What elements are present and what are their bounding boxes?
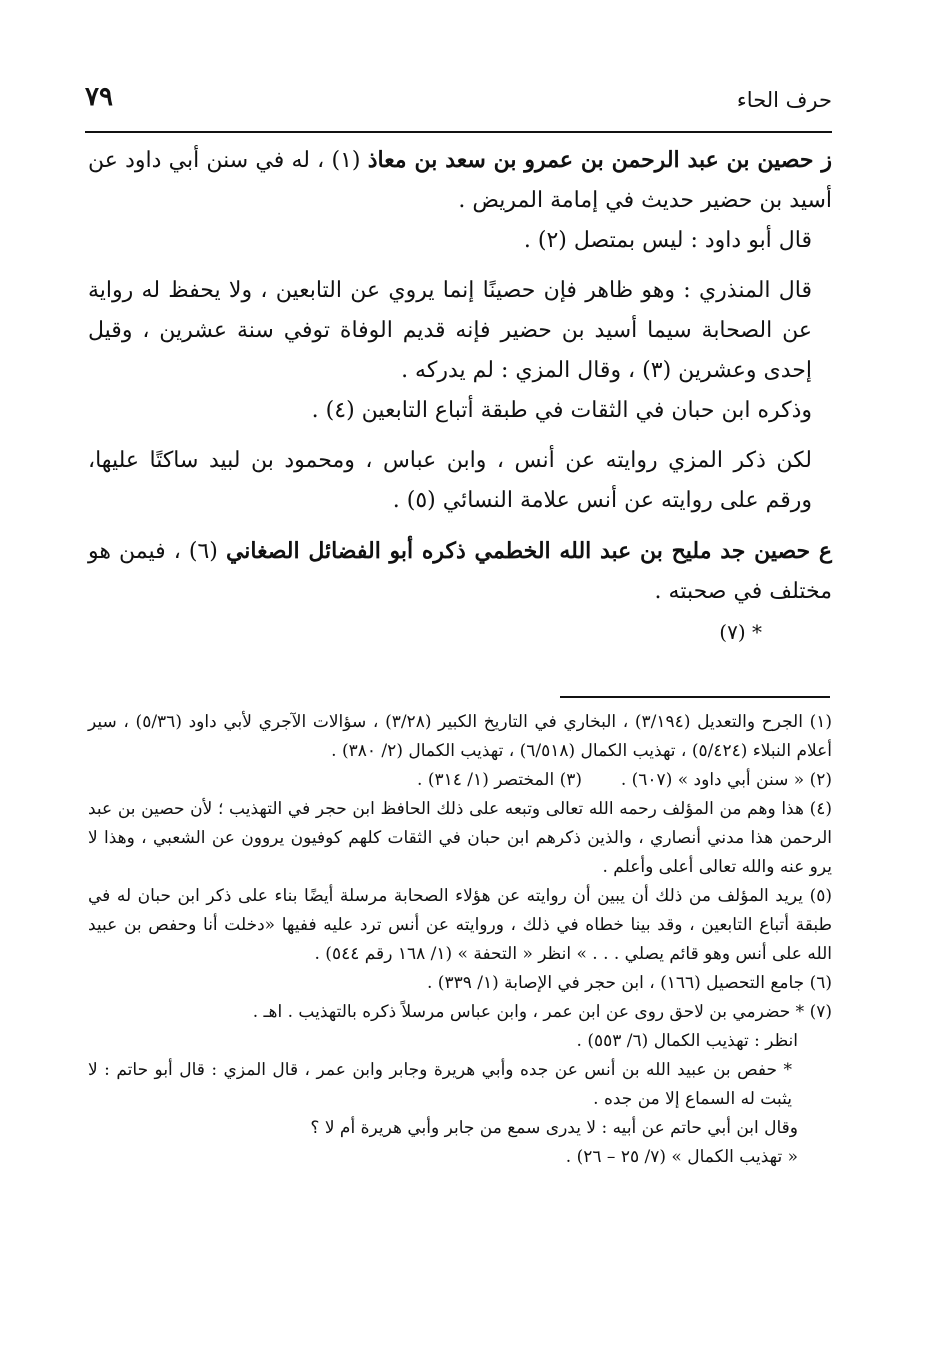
page-header <box>85 82 832 122</box>
page-number: ٧٩ <box>85 82 113 112</box>
header-rule <box>85 131 832 133</box>
paragraph-ibn-hibban: وذكره ابن حبان في الثقات في طبقة أتباع التابعين (٤) . <box>311 398 812 423</box>
footnote-6: (٦) جامع التحصيل (١٦٦) ، ابن حجر في الإصابة (١/ ٣٣٩) . <box>426 973 832 993</box>
entry-text: ، فيمن هو مختلف في صحبته . <box>88 539 832 604</box>
footnote-7-tahdhib: « تهذيب الكمال » (٧/ ٢٥ – ٢٦) . <box>565 1147 798 1167</box>
entry-text: ، له في سنن أبي داود عن أسيد بن حضير حديث في إمامة المريض . <box>88 148 832 213</box>
footnote-rule <box>560 696 830 698</box>
footnotes <box>88 708 832 1172</box>
entry-heading: ع حصين جد مليح بن عبد الله الخطمي ذكره أبو الفضائل الصغاني <box>225 538 832 564</box>
footnote-7-ibn-abi-hatim: وقال ابن أبي حاتم عن أبيه : لا يدرى سمع من جابر وأبي هريرة أم لا ؟ <box>310 1118 798 1138</box>
footnote-1: (١) الجرح والتعديل (٣/١٩٤) ، البخاري في التاريخ الكبير (٣/٢٨) ، سؤالات الآجري لأبي داود (٥/٣٦) ، سير أعلام النبلاء (٥/٤٢٤) ، تهذيب الكمال (٦/٥١٨) ، تهذيب الكمال (٢/ ٣٨٠) . <box>88 712 833 761</box>
paragraph-mundhiri: قال المنذري : وهو ظاهر فإن حصينًا إنما يروي عن التابعين ، ولا يحفظ له رواية عن الصحابة سيما أسيد بن حضير فإنه قديم الوفاة توفي سنة عشرين ، وقيل إحدى وعشرين (٣) ، وقال المزي : لم يدركه . <box>88 278 812 383</box>
footnote-7-hafs: * حفص بن عبيد الله بن أنس عن جده وأبي هريرة وجابر وابن عمر ، قال المزي : قال أبو حاتم : لا يثبت له السماع إلا من جده . <box>88 1060 792 1109</box>
footnote-3: (٣) المختصر (١/ ٣١٤) . <box>417 770 582 790</box>
footnote-row-2-3 <box>88 766 832 795</box>
running-title: حرف الحاء <box>736 88 832 112</box>
paragraph-mizzi: لكن ذكر المزي روايته عن أنس ، وابن عباس ، ومحمود بن لبيد ساكتًا عليها، ورقم على روايته عن أنس علامة النسائي (٥) . <box>88 448 812 513</box>
main-text <box>88 140 832 653</box>
footnote-5: (٥) يريد المؤلف من ذلك أن يبين أن روايته عن هؤلاء الصحابة مرسلة أيضًا بناء على ذكر ابن حبان له في طبقة أتباع التابعين ، وقد بينا خطاه في ذلك ، وروايته عن أنس ترد عليه ففيها «دخلت أنا وحفص بن عبيد الله على أنس وهو قائم يصلي . . . » انظر « التحفة » (١/ ١٦٨ رقم ٥٤٤) . <box>88 886 832 964</box>
footnote-ref: (٦) <box>188 539 218 564</box>
paragraph-abu-dawud: قال أبو داود : ليس بمتصل (٢) . <box>523 228 812 253</box>
footnote-7: (٧) * حضرمي بن لاحق روى عن ابن عمر ، وابن عباس مرسلاً ذكره بالتهذيب . اهـ . <box>252 1002 832 1022</box>
entry-husayn-ibn-abd-al-rahman <box>88 140 832 221</box>
star-marker: * (٧) <box>719 620 762 644</box>
footnote-7-reference: انظر : تهذيب الكمال (٦/ ٥٥٣) . <box>576 1031 798 1051</box>
footnote-ref: (١) <box>331 148 361 173</box>
footnote-4: (٤) هذا وهم من المؤلف رحمه الله تعالى وتبعه على ذلك الحافظ ابن حجر في التهذيب ؛ لأن حصين بن عبد الرحمن هذا مدني أنصاري ، والذين ذكرهم ابن حبان في الثقات كلهم كوفيون يروون عن الشعبي ، وهذا لا يرو عنه والله تعالى أعلى وأعلم . <box>88 799 832 877</box>
entry-husayn-jadd-malih <box>88 531 832 612</box>
footnote-2: (٢) « سنن أبي داود » (٦٠٧) . <box>620 770 832 790</box>
entry-heading: ز حصين بن عبد الرحمن بن عمرو بن سعد بن معاذ <box>367 147 832 173</box>
